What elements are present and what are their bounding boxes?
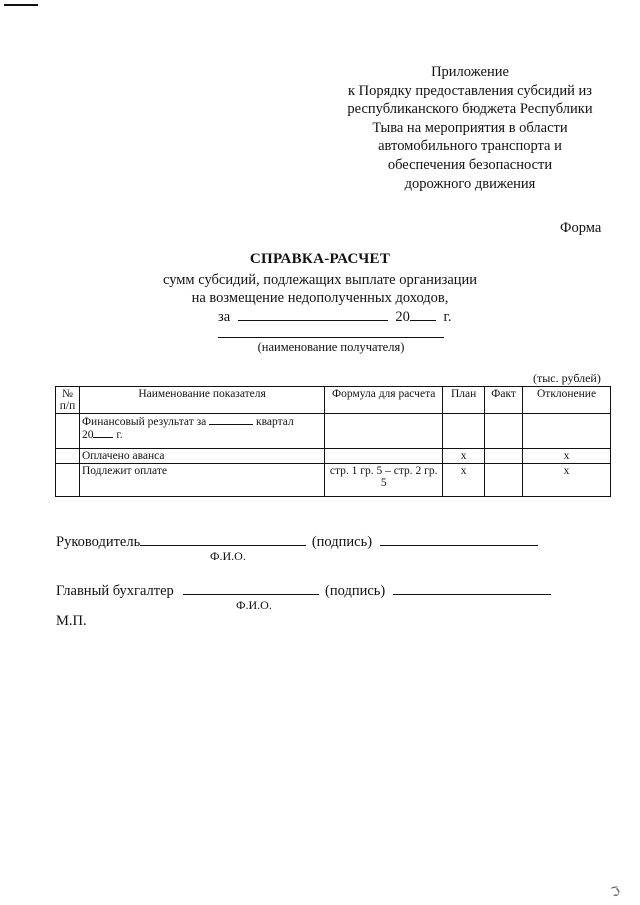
head-fio-blank[interactable] [140, 533, 306, 546]
row-name: Подлежит оплате [79, 464, 324, 497]
row-formula [325, 414, 443, 449]
accountant-fio-label: Ф.И.О. [236, 598, 272, 612]
appendix-line-7: дорожного движения [404, 175, 536, 192]
row-num [56, 414, 80, 449]
header-name: Наименование показателя [79, 387, 324, 414]
units-label: (тыс. рублей) [533, 371, 601, 385]
corner-scribble-mark: ℑ [608, 882, 623, 901]
appendix-line-3: республиканского бюджета Республики [347, 101, 593, 118]
row-num [56, 449, 80, 464]
recipient-label: (наименование получателя) [257, 340, 405, 354]
table-row [56, 464, 611, 497]
row-name [79, 414, 324, 449]
accountant-fio-blank[interactable] [183, 582, 319, 595]
row-fact [485, 414, 523, 449]
appendix-line-6: обеспечения безопасности [387, 156, 553, 173]
appendix-line-5: автомобильного транспорта и [378, 138, 562, 155]
row-name-part: 20 [81, 429, 94, 441]
recipient-blank[interactable] [218, 337, 444, 338]
row-name-part: квартал [256, 416, 294, 428]
period-blank[interactable] [238, 307, 388, 321]
appendix-line-4: Тыва на мероприятия в области [372, 119, 568, 136]
header-fact: Факт [485, 387, 523, 414]
year-blank[interactable] [93, 428, 113, 438]
table-row [56, 449, 611, 464]
accountant-signature-line [56, 582, 551, 600]
appendix-line-2: к Порядку предоставления субсидий из [347, 82, 593, 99]
row-plan [443, 414, 485, 449]
head-signature-line [56, 533, 538, 551]
header-num: № п/п [56, 387, 80, 414]
period-prefix: за [218, 309, 231, 325]
table-row [56, 414, 611, 449]
quarter-blank[interactable] [209, 415, 253, 425]
period-line [218, 307, 451, 326]
stamp-label: М.П. [56, 613, 87, 629]
appendix-header [320, 63, 620, 193]
form-label: Форма [560, 220, 602, 236]
head-fio-label: Ф.И.О. [210, 549, 246, 563]
corner-line-mark [4, 4, 38, 6]
row-fact [485, 449, 523, 464]
row-plan: х [443, 464, 485, 497]
row-deviation: х [523, 449, 611, 464]
head-label: Руководитель [56, 534, 141, 550]
appendix-line-1: Приложение [431, 64, 509, 80]
header-plan: План [443, 387, 485, 414]
header-formula: Формула для расчета [325, 387, 443, 414]
header-deviation: Отклонение [523, 387, 611, 414]
calculation-table [55, 386, 611, 497]
accountant-sign-label: (подпись) [325, 583, 386, 599]
period-year-suffix: г. [443, 309, 452, 325]
accountant-sign-blank[interactable] [393, 582, 551, 595]
row-formula [325, 449, 443, 464]
row-deviation: х [523, 464, 611, 497]
accountant-label: Главный бухгалтер [56, 583, 174, 599]
row-name: Оплачено аванса [79, 449, 324, 464]
document-title: СПРАВКА-РАСЧЕТ [249, 251, 391, 267]
period-year-prefix: 20 [395, 309, 410, 325]
row-deviation [523, 414, 611, 449]
document-subtitle [0, 272, 640, 307]
row-plan: х [443, 449, 485, 464]
subtitle-line-1: сумм субсидий, подлежащих выплате организации [162, 272, 478, 288]
subtitle-line-2: на возмещение недополученных доходов, [191, 289, 449, 306]
year-blank[interactable] [410, 307, 436, 321]
head-sign-label: (подпись) [311, 534, 373, 550]
row-name-part: Финансовый результат за [81, 416, 207, 428]
row-formula: стр. 1 гр. 5 – стр. 2 гр. 5 [325, 464, 443, 497]
row-name-part: г. [116, 429, 123, 441]
table-header-row [56, 387, 611, 414]
row-num [56, 464, 80, 497]
row-fact [485, 464, 523, 497]
head-sign-blank[interactable] [380, 533, 538, 546]
